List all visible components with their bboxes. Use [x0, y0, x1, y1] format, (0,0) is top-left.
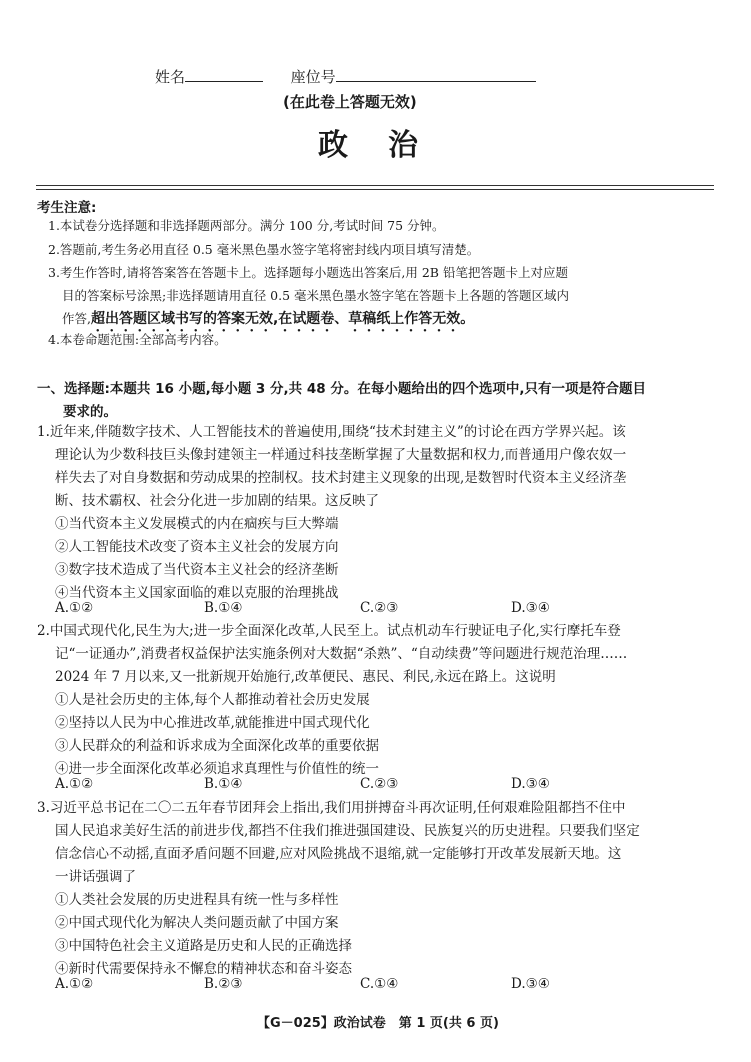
note-item: 2.答题前,考生务必用直径 0.5 毫米黑色墨水签字笔将密封线内项目填写清楚。	[48, 242, 480, 257]
note-item: 3.考生作答时,请将答案答在答题卡上。选择题每小题选出答案后,用 2B 铅笔把答题卡上对应题	[48, 265, 568, 280]
option-a[interactable]: A.①②	[55, 776, 94, 792]
question-line: 2.中国式现代化,民生为大;进一步全面深化改革,人民至上。试点机动车行驶证电子化,实行摩托车登	[37, 623, 621, 639]
question-line: 3.习近平总书记在二〇二五年春节团拜会上指出,我们用拼搏奋斗再次证明,任何艰难险阻都挡不住中	[37, 800, 626, 816]
question-line: 国人民追求美好生活的前进步伐,都挡不住我们推进强国建设、民族复兴的历史进程。只要我们坚定	[55, 823, 640, 839]
option-d[interactable]: D.③④	[511, 600, 550, 616]
note-item: 目的答案标号涂黑;非选择题请用直径 0.5 毫米黑色墨水签字笔在答题卡上各题的答题区域内	[62, 288, 570, 303]
statement: ①当代资本主义发展模式的内在痼疾与巨大弊端	[55, 516, 339, 532]
question-line: 断、技术霸权、社会分化进一步加剧的结果。这反映了	[55, 493, 379, 509]
option-c[interactable]: C.②③	[360, 600, 399, 616]
question-line: 1.近年来,伴随数字技术、人工智能技术的普遍使用,围绕“技术封建主义”的讨论在西方学界兴起。该	[37, 424, 626, 440]
section-heading-cont: 要求的。	[63, 404, 117, 420]
statement: ②人工智能技术改变了资本主义社会的发展方向	[55, 539, 339, 555]
question-line: 信念信心不动摇,直面矛盾问题不回避,应对风险挑战不退缩,就一定能够打开改革发展新天地。这	[55, 846, 622, 862]
option-c[interactable]: C.②③	[360, 776, 399, 792]
option-d[interactable]: D.③④	[511, 976, 550, 992]
option-d[interactable]: D.③④	[511, 776, 550, 792]
notes-title: 考生注意:	[37, 200, 97, 216]
section-heading: 一、选择题:本题共 16 小题,每小题 3 分,共 48 分。在每小题给出的四个选项中,只有一项是符合题目	[37, 381, 646, 397]
option-b[interactable]: B.①④	[204, 776, 243, 792]
note-emphasis: 超出答题区域书写的答案无效,在试题卷、草稿纸上作答无效。	[90, 311, 475, 327]
subject-title: 政治	[318, 128, 458, 163]
option-c[interactable]: C.①④	[360, 976, 399, 992]
seat-blank	[336, 67, 536, 82]
note-item-prefix: 作答,	[62, 311, 91, 326]
option-a[interactable]: A.①②	[55, 600, 94, 616]
header-rule-bottom	[36, 189, 714, 190]
invalid-notice: (在此卷上答题无效)	[283, 93, 417, 111]
note-item: 1.本试卷分选择题和非选择题两部分。满分 100 分,考试时间 75 分钟。	[48, 218, 445, 233]
question-line: 理论认为少数科技巨头像封建领主一样通过科技垄断掌握了大量数据和权力,而普通用户像农奴一	[55, 447, 627, 463]
statement: ①人是社会历史的主体,每个人都推动着社会历史发展	[55, 692, 370, 708]
statement: ④进一步全面深化改革必须追求真理性与价值性的统一	[55, 761, 379, 777]
header-rule-top	[36, 185, 714, 186]
name-blank	[185, 67, 263, 82]
statement: ②中国式现代化为解决人类问题贡献了中国方案	[55, 915, 339, 931]
question-line: 记“一证通办”,消费者权益保护法实施条例对大数据“杀熟”、“自动续费”等问题进行规范治理……	[55, 646, 628, 662]
note-item: 4.本卷命题范围:全部高考内容。	[48, 332, 227, 347]
question-line: 一讲话强调了	[55, 869, 136, 885]
statement: ③中国特色社会主义道路是历史和人民的正确选择	[55, 938, 352, 954]
statement: ①人类社会发展的历史进程具有统一性与多样性	[55, 892, 339, 908]
option-b[interactable]: B.②③	[204, 976, 243, 992]
question-line: 样失去了对自身数据和劳动成果的控制权。技术封建主义现象的出现,是数智时代资本主义经济垄	[55, 470, 627, 486]
page-footer: 【G－025】政治试卷 第 1 页(共 6 页)	[257, 1016, 499, 1031]
statement: ④新时代需要保持永不懈怠的精神状态和奋斗姿态	[55, 961, 352, 977]
option-a[interactable]: A.①②	[55, 976, 94, 992]
option-b[interactable]: B.①④	[204, 600, 243, 616]
statement: ③人民群众的利益和诉求成为全面深化改革的重要依据	[55, 738, 379, 754]
statement: ④当代资本主义国家面临的难以克服的治理挑战	[55, 585, 339, 601]
statement: ②坚持以人民为中心推进改革,就能推进中国式现代化	[55, 715, 370, 731]
name-seat-row	[155, 66, 536, 87]
seat-label: 座位号	[290, 68, 336, 86]
question-line: 2024 年 7 月以来,又一批新规开始施行,改革便民、惠民、利民,永远在路上。这说明	[55, 669, 556, 685]
statement: ③数字技术造成了当代资本主义社会的经济垄断	[55, 562, 339, 578]
name-label: 姓名	[155, 68, 186, 86]
